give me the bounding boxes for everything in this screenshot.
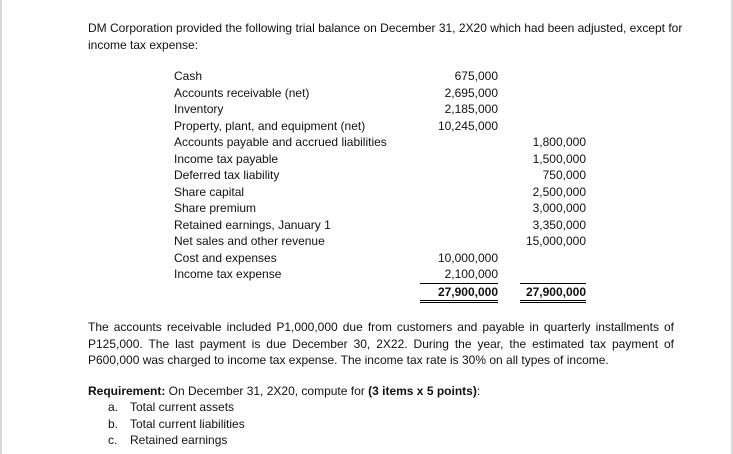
item-text: Total current assets	[130, 400, 235, 414]
requirement-item	[108, 399, 245, 416]
account-name: Share capital	[174, 184, 245, 199]
column-gap	[498, 68, 520, 85]
account-name: Property, plant, and equipment (net)	[174, 118, 366, 133]
page-left-border	[0, 0, 2, 454]
requirement-suffix: :	[476, 384, 481, 398]
column-gap	[498, 184, 520, 201]
intro-text: DM Corporation provided the following trial balance on December 31, 2X20 which had been adjusted, except for income tax expense:	[88, 21, 683, 52]
account-name: Share premium	[174, 201, 257, 215]
credit-amount	[520, 101, 586, 118]
receivables-note-paragraph: The accounts receivable included P1,000,000 due from customers and payable in quarterly installments of P125,000. The last payment is due December 30, 2X22. During the year, the estimated tax payment of P600,000 was charged to income tax expense. The income tax rate is 30% on all types of income.	[88, 320, 674, 367]
account-name: Income tax payable	[174, 151, 279, 166]
account-name: Income tax expense	[174, 267, 282, 282]
account-name: Accounts payable and accrued liabilities	[174, 135, 387, 149]
credit-amount	[520, 266, 586, 283]
trial-balance-row	[174, 134, 586, 151]
debit-amount: 675,000	[454, 69, 498, 83]
trial-balance-row	[174, 217, 586, 234]
item-text: Total current liabilities	[130, 416, 245, 431]
item-letter: c.	[108, 433, 118, 447]
requirement-points: (3 items x 5 points)	[368, 384, 477, 398]
account-name: Accounts receivable (net)	[174, 85, 310, 100]
item-text: Retained earnings	[130, 433, 228, 447]
credit-amount	[520, 250, 586, 267]
column-gap	[498, 283, 520, 302]
debit-amount: 2,185,000	[444, 102, 498, 116]
account-name: Net sales and other revenue	[174, 234, 325, 248]
credit-amount: 1,800,000	[532, 135, 586, 149]
credit-amount: 750,000	[542, 168, 586, 182]
credit-amount: 3,350,000	[532, 217, 586, 232]
trial-balance-row	[174, 233, 586, 250]
debit-amount: 10,245,000	[437, 118, 498, 133]
account-name: Inventory	[174, 102, 224, 116]
debit-amount: 2,695,000	[444, 85, 498, 100]
trial-balance-row	[174, 101, 586, 118]
requirement-text: On December 31, 2X20, compute for	[165, 384, 369, 398]
item-letter: b.	[108, 416, 119, 431]
account-name: Retained earnings, January 1	[174, 217, 331, 232]
trial-balance-row	[174, 184, 586, 201]
column-gap	[498, 250, 520, 267]
total-label-cell	[174, 283, 420, 302]
credit-amount	[520, 118, 586, 135]
column-gap	[498, 266, 520, 283]
trial-balance-row	[174, 68, 586, 85]
debit-amount	[420, 233, 498, 250]
debit-amount	[420, 151, 498, 168]
item-letter: a.	[108, 400, 119, 414]
requirement-label: Requirement:	[88, 384, 166, 398]
credit-amount: 15,000,000	[525, 234, 586, 248]
credit-amount	[520, 85, 586, 102]
credit-amount: 1,500,000	[532, 151, 586, 166]
column-gap	[498, 217, 520, 234]
trial-balance-row	[174, 85, 586, 102]
column-gap	[498, 233, 520, 250]
requirement-items-list	[108, 399, 245, 449]
total-credit: 27,900,000	[520, 283, 586, 302]
trial-balance-row	[174, 200, 586, 217]
column-gap	[498, 101, 520, 118]
debit-amount: 10,000,000	[437, 250, 498, 265]
account-name: Cash	[174, 69, 203, 83]
debit-amount	[420, 200, 498, 217]
requirement-item	[108, 432, 245, 449]
credit-amount	[520, 68, 586, 85]
trial-balance-row	[174, 118, 586, 135]
trial-balance-total-row	[174, 283, 586, 302]
requirement-line	[88, 383, 688, 400]
column-gap	[498, 85, 520, 102]
account-name: Cost and expenses	[174, 250, 277, 265]
credit-amount: 3,000,000	[532, 201, 586, 215]
trial-balance-row	[174, 167, 586, 184]
total-debit: 27,900,000	[420, 283, 498, 302]
column-gap	[498, 118, 520, 135]
column-gap	[498, 167, 520, 184]
column-gap	[498, 200, 520, 217]
trial-balance-row	[174, 266, 586, 283]
debit-amount	[420, 184, 498, 201]
debit-amount	[420, 134, 498, 151]
credit-amount: 2,500,000	[532, 184, 586, 199]
column-gap	[498, 151, 520, 168]
column-gap	[498, 134, 520, 151]
debit-amount: 2,100,000	[444, 267, 498, 281]
trial-balance-row	[174, 151, 586, 168]
trial-balance-row	[174, 250, 586, 267]
debit-amount	[420, 167, 498, 184]
trial-balance-table	[174, 68, 586, 303]
debit-amount	[420, 217, 498, 234]
account-name: Deferred tax liability	[174, 168, 280, 182]
requirement-item	[108, 416, 245, 433]
